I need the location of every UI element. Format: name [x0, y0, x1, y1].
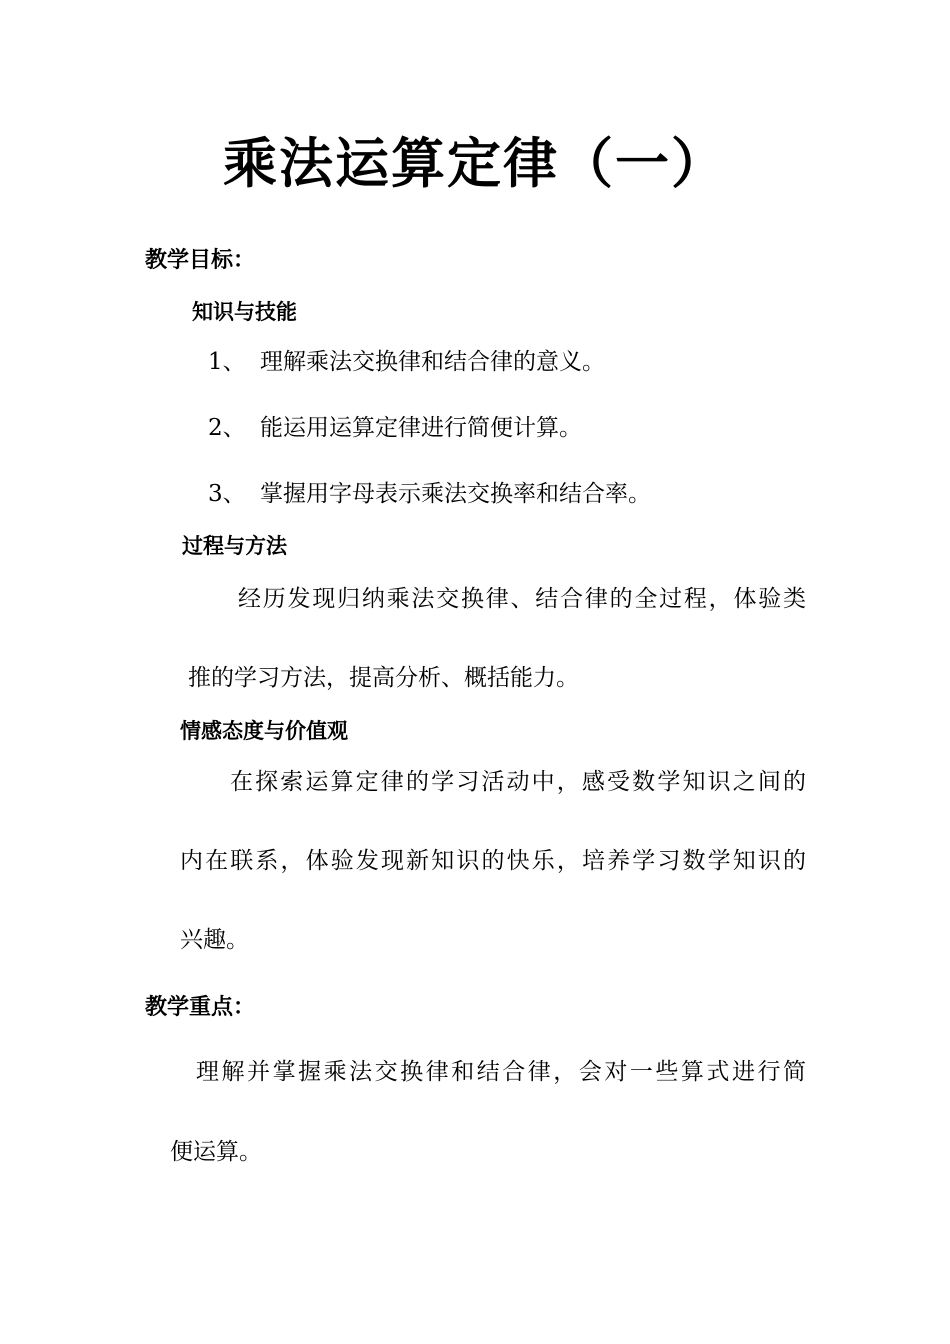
knowledge-item-3 — [208, 478, 651, 510]
item-text: 能运用运算定律进行简便计算。 — [260, 415, 582, 441]
item-text: 理解乘法交换律和结合律的意义。 — [260, 349, 605, 375]
item-text: 掌握用字母表示乘法交换率和结合率。 — [260, 481, 651, 507]
teaching-goals-heading: 教学目标： — [145, 248, 256, 273]
key-points-heading: 教学重点： — [145, 995, 256, 1020]
process-line-2: 推的学习方法，提高分析、概括能力。 — [188, 665, 579, 691]
knowledge-item-2 — [208, 412, 582, 444]
item-number: 2、 — [208, 415, 246, 441]
process-methods-heading: 过程与方法 — [182, 534, 287, 558]
emotion-values-heading: 情感态度与价值观 — [180, 719, 348, 743]
key-points-line-2: 便运算。 — [170, 1139, 262, 1165]
knowledge-item-1 — [208, 346, 605, 378]
emotion-line-3: 兴趣。 — [180, 927, 249, 953]
key-points-line-1: 理解并掌握乘法交换律和结合律，会对一些算式进行简 — [196, 1059, 806, 1085]
page-title: 乘法运算定律（一） — [223, 132, 727, 195]
knowledge-skills-heading: 知识与技能 — [192, 300, 297, 324]
item-number: 3、 — [208, 481, 246, 507]
emotion-line-2: 内在联系，体验发现新知识的快乐，培养学习数学知识的 — [180, 848, 806, 874]
process-line-1: 经历发现归纳乘法交换律、结合律的全过程，体验类 — [238, 586, 806, 612]
emotion-line-1: 在探索运算定律的学习活动中，感受数学知识之间的 — [230, 769, 806, 795]
item-number: 1、 — [208, 349, 246, 375]
